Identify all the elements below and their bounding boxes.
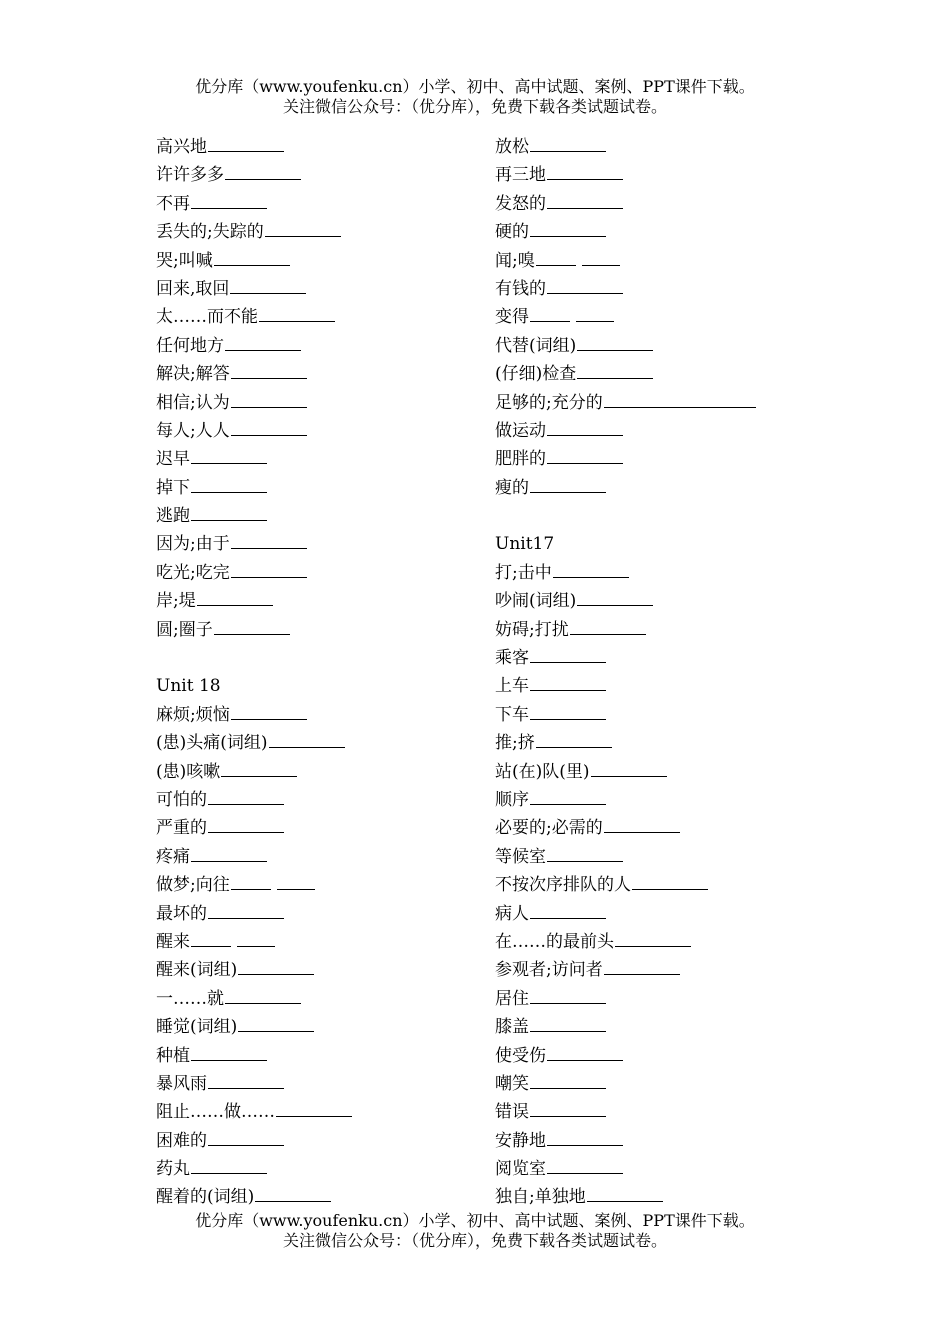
vocab-prompt: 肥胖的	[495, 449, 546, 470]
vocab-row	[495, 1013, 815, 1041]
unit-heading	[156, 672, 476, 700]
unit-18-heading: Unit 18	[156, 676, 221, 697]
vocab-prompt: 麻烦;烦恼	[156, 704, 230, 725]
answer-blank[interactable]	[604, 957, 680, 975]
vocab-prompt: 发怒的	[495, 193, 546, 214]
vocab-prompt: 严重的	[156, 818, 207, 839]
vocab-row	[156, 133, 476, 161]
answer-blank[interactable]	[615, 929, 691, 947]
answer-blank[interactable]	[231, 418, 307, 436]
vocab-row	[495, 133, 815, 161]
answer-blank[interactable]	[277, 872, 315, 890]
vocab-row	[156, 758, 476, 786]
answer-blank[interactable]	[269, 730, 345, 748]
answer-blank[interactable]	[255, 1184, 331, 1202]
vocab-row	[495, 360, 815, 388]
vocab-row	[495, 1098, 815, 1126]
answer-blank[interactable]	[547, 1043, 623, 1061]
vocab-prompt: 必要的;必需的	[495, 818, 603, 839]
vocab-prompt: 一……就	[156, 988, 224, 1009]
header-line-2: 关注微信公众号：（优分库），免费下载各类试题试卷。	[282, 97, 667, 116]
vocab-row	[156, 1013, 476, 1041]
vocab-prompt: 使受伤	[495, 1045, 546, 1066]
vocab-prompt: 许许多多	[156, 165, 224, 186]
vocab-prompt: 打;击中	[495, 562, 552, 583]
answer-blank[interactable]	[214, 248, 290, 266]
vocab-prompt: 上车	[495, 676, 529, 697]
vocab-row	[495, 843, 815, 871]
answer-blank[interactable]	[197, 588, 273, 606]
vocab-row	[495, 956, 815, 984]
answer-blank[interactable]	[632, 872, 708, 890]
vocab-prompt: 哭;叫喊	[156, 250, 213, 271]
vocab-prompt: 逃跑	[156, 506, 190, 527]
answer-blank[interactable]	[530, 1071, 606, 1089]
vocab-row	[495, 1155, 815, 1183]
answer-blank[interactable]	[230, 276, 306, 294]
vocab-prompt: 岸;堤	[156, 591, 196, 612]
answer-blank[interactable]	[265, 219, 341, 237]
answer-blank[interactable]	[231, 560, 307, 578]
vocab-row	[156, 360, 476, 388]
answer-blank[interactable]	[530, 702, 606, 720]
vocab-prompt: 药丸	[156, 1159, 190, 1180]
answer-blank[interactable]	[530, 645, 606, 663]
answer-blank[interactable]	[259, 304, 335, 322]
answer-blank[interactable]	[225, 162, 301, 180]
answer-blank[interactable]	[591, 759, 667, 777]
vocab-row	[156, 161, 476, 189]
vocab-prompt: 膝盖	[495, 1017, 529, 1038]
vocab-row	[495, 672, 815, 700]
vocab-prompt: 解决;解答	[156, 364, 230, 385]
vocab-row	[156, 275, 476, 303]
vocab-prompt: 下车	[495, 704, 529, 725]
vocab-row	[156, 871, 476, 899]
answer-blank[interactable]	[576, 304, 614, 322]
answer-blank[interactable]	[208, 815, 284, 833]
vocab-prompt: 圆;圈子	[156, 619, 213, 640]
answer-blank[interactable]	[237, 929, 275, 947]
vocab-prompt: 顺序	[495, 789, 529, 810]
answer-blank[interactable]	[191, 1043, 267, 1061]
vocab-prompt: (患)咳嗽	[156, 761, 221, 782]
vocab-row	[156, 1098, 476, 1126]
answer-blank[interactable]	[547, 1128, 623, 1146]
answer-blank[interactable]	[231, 872, 271, 890]
vocab-row	[495, 190, 815, 218]
vocab-prompt: 暴风雨	[156, 1073, 207, 1094]
answer-blank[interactable]	[530, 219, 606, 237]
vocab-row	[495, 161, 815, 189]
answer-blank[interactable]	[191, 446, 267, 464]
vocab-row	[156, 218, 476, 246]
vocab-row	[495, 303, 815, 331]
vocab-row	[156, 1070, 476, 1098]
answer-blank[interactable]	[231, 531, 307, 549]
vocab-prompt: 任何地方	[156, 335, 224, 356]
answer-blank[interactable]	[530, 475, 606, 493]
vocab-prompt: 瘦的	[495, 477, 529, 498]
vocab-row	[156, 928, 476, 956]
vocab-row	[156, 616, 476, 644]
vocab-prompt: 因为;由于	[156, 534, 230, 555]
vocab-row	[495, 729, 815, 757]
vocab-row	[495, 985, 815, 1013]
vocab-prompt: 乘客	[495, 648, 529, 669]
answer-blank[interactable]	[547, 191, 623, 209]
unit-heading	[495, 530, 815, 558]
answer-blank[interactable]	[604, 815, 680, 833]
vocab-prompt: 阅览室	[495, 1159, 546, 1180]
answer-blank[interactable]	[587, 1184, 663, 1202]
vocab-row	[156, 956, 476, 984]
vocab-prompt: 睡觉(词组)	[156, 1017, 238, 1038]
vocab-prompt: 丢失的;失踪的	[156, 222, 264, 243]
vocab-prompt: 每人;人人	[156, 420, 230, 441]
answer-blank[interactable]	[191, 475, 267, 493]
answer-blank[interactable]	[530, 304, 570, 322]
vocab-row	[156, 445, 476, 473]
vocab-prompt: 闻;嗅	[495, 250, 535, 271]
spacer-row	[156, 644, 476, 672]
answer-blank[interactable]	[530, 1099, 606, 1117]
vocab-row	[495, 644, 815, 672]
vocab-prompt: 醒着的(词组)	[156, 1187, 255, 1208]
vocab-prompt: 阻止……做……	[156, 1102, 275, 1123]
vocab-row	[495, 1070, 815, 1098]
answer-blank[interactable]	[604, 390, 756, 408]
vocab-prompt: 吵闹(词组)	[495, 591, 577, 612]
answer-blank[interactable]	[208, 1128, 284, 1146]
vocab-row	[156, 814, 476, 842]
vocab-row	[156, 389, 476, 417]
vocab-row	[495, 871, 815, 899]
vocab-prompt: 困难的	[156, 1130, 207, 1151]
left-column	[156, 133, 476, 1212]
vocab-row	[156, 332, 476, 360]
vocab-row	[156, 729, 476, 757]
vocab-row	[495, 587, 815, 615]
vocab-prompt: 足够的;充分的	[495, 392, 603, 413]
vocab-row	[156, 900, 476, 928]
vocab-row	[495, 701, 815, 729]
vocab-prompt: 病人	[495, 903, 529, 924]
vocab-row	[156, 417, 476, 445]
answer-blank[interactable]	[547, 276, 623, 294]
answer-blank[interactable]	[231, 702, 307, 720]
answer-blank[interactable]	[547, 1156, 623, 1174]
answer-blank[interactable]	[191, 503, 267, 521]
answer-blank[interactable]	[225, 986, 301, 1004]
vocab-prompt: 太……而不能	[156, 307, 258, 328]
answer-blank[interactable]	[231, 361, 307, 379]
vocab-row	[495, 332, 815, 360]
vocab-row	[156, 843, 476, 871]
vocab-row	[495, 247, 815, 275]
answer-blank[interactable]	[238, 1014, 314, 1032]
vocab-prompt: 嘲笑	[495, 1073, 529, 1094]
vocab-row	[156, 985, 476, 1013]
answer-blank[interactable]	[582, 248, 620, 266]
answer-blank[interactable]	[530, 1014, 606, 1032]
vocab-prompt: 放松	[495, 137, 529, 157]
vocab-row	[495, 616, 815, 644]
answer-blank[interactable]	[536, 730, 612, 748]
page-footer	[0, 1211, 950, 1251]
answer-blank[interactable]	[577, 361, 653, 379]
answer-blank[interactable]	[214, 617, 290, 635]
vocab-row	[495, 445, 815, 473]
answer-blank[interactable]	[577, 333, 653, 351]
vocab-row	[156, 559, 476, 587]
vocab-row	[495, 218, 815, 246]
vocab-row	[495, 474, 815, 502]
vocab-row	[495, 758, 815, 786]
vocab-prompt: 安静地	[495, 1130, 546, 1151]
vocab-prompt: 代替(词组)	[495, 335, 577, 356]
vocab-prompt: (患)头痛(词组)	[156, 733, 268, 754]
answer-blank[interactable]	[208, 787, 284, 805]
vocab-prompt: 醒来(词组)	[156, 960, 238, 981]
vocab-prompt: 不再	[156, 193, 190, 214]
page-header	[0, 77, 950, 117]
vocab-row	[156, 502, 476, 530]
vocab-prompt: 错误	[495, 1102, 529, 1123]
header-line-1: 优分库（www.youfenku.cn）小学、初中、高中试题、案例、PPT课件下载。	[195, 77, 755, 96]
vocab-prompt: 再三地	[495, 165, 546, 186]
vocab-row	[156, 587, 476, 615]
vocab-row	[156, 1183, 476, 1211]
vocab-row	[495, 389, 815, 417]
vocab-prompt: 有钱的	[495, 278, 546, 299]
answer-blank[interactable]	[231, 390, 307, 408]
answer-blank[interactable]	[208, 1071, 284, 1089]
vocab-row	[156, 190, 476, 218]
answer-blank[interactable]	[547, 162, 623, 180]
vocab-prompt: 妨碍;打扰	[495, 619, 569, 640]
vocab-row	[156, 474, 476, 502]
answer-blank[interactable]	[530, 901, 606, 919]
vocab-row	[156, 786, 476, 814]
vocab-row	[156, 303, 476, 331]
vocab-row	[495, 786, 815, 814]
answer-blank[interactable]	[536, 248, 576, 266]
vocab-row	[495, 928, 815, 956]
vocab-prompt: 最坏的	[156, 903, 207, 924]
right-column	[495, 133, 815, 1212]
footer-line-1: 优分库（www.youfenku.cn）小学、初中、高中试题、案例、PPT课件下载。	[195, 1211, 755, 1230]
answer-blank[interactable]	[577, 588, 653, 606]
vocab-prompt: 变得	[495, 307, 529, 328]
answer-blank[interactable]	[191, 1156, 267, 1174]
vocab-prompt: 吃光;吃完	[156, 562, 230, 583]
vocab-row	[495, 559, 815, 587]
vocab-row	[156, 1155, 476, 1183]
footer-line-2: 关注微信公众号：（优分库），免费下载各类试题试卷。	[282, 1231, 667, 1250]
answer-blank[interactable]	[570, 617, 646, 635]
vocab-prompt: 居住	[495, 988, 529, 1009]
answer-blank[interactable]	[191, 929, 231, 947]
vocab-prompt: 推;挤	[495, 733, 535, 754]
answer-blank[interactable]	[530, 986, 606, 1004]
answer-blank[interactable]	[225, 333, 301, 351]
vocab-prompt: 参观者;访问者	[495, 960, 603, 981]
answer-blank[interactable]	[221, 759, 297, 777]
vocab-row	[495, 1183, 815, 1211]
answer-blank[interactable]	[191, 191, 267, 209]
vocab-prompt: 醒来	[156, 931, 190, 952]
vocab-prompt: 掉下	[156, 477, 190, 498]
answer-blank[interactable]	[208, 134, 284, 152]
answer-blank[interactable]	[530, 787, 606, 805]
vocab-prompt: 种植	[156, 1045, 190, 1066]
vocab-prompt: 相信;认为	[156, 392, 230, 413]
vocab-row	[495, 900, 815, 928]
answer-blank[interactable]	[191, 844, 267, 862]
vocab-row	[495, 1127, 815, 1155]
vocab-prompt: 独自;单独地	[495, 1187, 586, 1208]
vocab-prompt: 硬的	[495, 222, 529, 243]
spacer-row	[495, 502, 815, 530]
vocab-prompt: 等候室	[495, 846, 546, 867]
vocab-prompt: 迟早	[156, 449, 190, 470]
answer-blank[interactable]	[547, 446, 623, 464]
vocab-prompt: 高兴地	[156, 137, 207, 157]
vocab-prompt: 可怕的	[156, 789, 207, 810]
vocab-prompt: 做梦;向往	[156, 875, 230, 896]
answer-blank[interactable]	[238, 957, 314, 975]
vocab-row	[495, 814, 815, 842]
vocab-prompt: 回来,取回	[156, 278, 230, 299]
vocab-prompt: (仔细)检查	[495, 364, 577, 385]
answer-blank[interactable]	[530, 134, 606, 152]
vocab-prompt: 站(在)队(里)	[495, 761, 590, 782]
vocab-row	[495, 1042, 815, 1070]
vocab-prompt: 不按次序排队的人	[495, 875, 631, 896]
vocab-prompt: 做运动	[495, 420, 546, 441]
vocab-row	[495, 417, 815, 445]
vocab-row	[156, 1127, 476, 1155]
unit-17-heading: Unit17	[495, 534, 555, 555]
vocab-row	[495, 275, 815, 303]
vocab-row	[156, 530, 476, 558]
vocab-prompt: 疼痛	[156, 846, 190, 867]
vocab-row	[156, 701, 476, 729]
vocab-row	[156, 247, 476, 275]
answer-blank[interactable]	[208, 901, 284, 919]
answer-blank[interactable]	[553, 560, 629, 578]
answer-blank[interactable]	[547, 418, 623, 436]
answer-blank[interactable]	[530, 673, 606, 691]
answer-blank[interactable]	[547, 844, 623, 862]
vocab-prompt: 在……的最前头	[495, 931, 614, 952]
vocab-row	[156, 1042, 476, 1070]
answer-blank[interactable]	[276, 1099, 352, 1117]
